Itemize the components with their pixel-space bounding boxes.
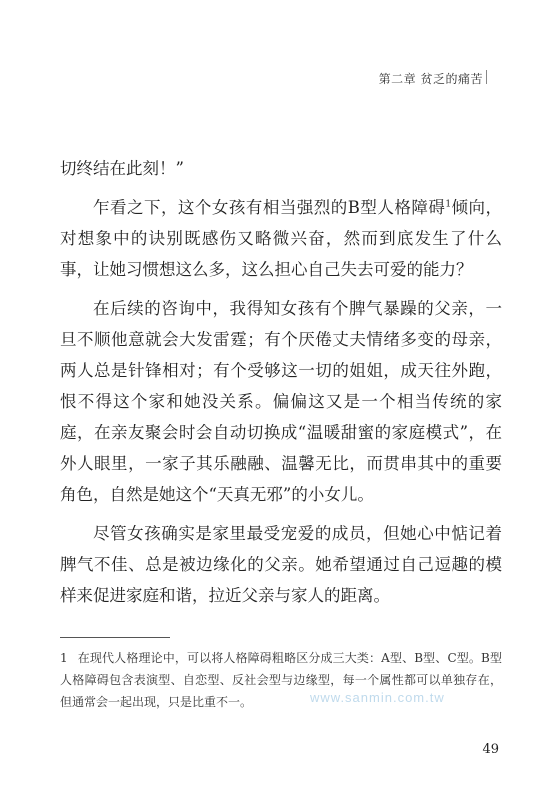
chapter-header: 第二章 贫乏的痛苦 <box>378 72 483 86</box>
watermark: www.sanmin.com.tw <box>310 690 445 705</box>
paragraph-2 <box>60 192 502 285</box>
footnote-divider <box>60 637 170 638</box>
header-divider <box>486 70 487 84</box>
paragraph-2-part-b: 倾向，对想象中的诀别既感伤又略微兴奋，然而到底发生了什么事，让她习惯想这么多，这么担心自己失去可爱的能力？ <box>60 198 502 279</box>
footnote-marker: 1 <box>445 199 452 210</box>
footnote-number: 1 <box>60 651 68 665</box>
page-number: 49 <box>482 742 499 757</box>
main-text <box>60 153 502 611</box>
paragraph-4: 尽管女孩确实是家里最受宠爱的成员，但她心中惦记着脾气不佳、总是被边缘化的父亲。她希望通过自己逗趣的模样来促进家庭和谐，拉近父亲与家人的距离。 <box>60 524 502 605</box>
footnote-text: 在现代人格理论中，可以将人格障碍粗略区分成三大类：A型、B型、C型。B型人格障碍包含表演型、自恋型、反社会型与边缘型，每一个属性都可以单独存在，但通常会一起出现，只是比重不一。 <box>60 651 502 709</box>
paragraph-3: 在后续的咨询中，我得知女孩有个脾气暴躁的父亲，一旦不顺他意就会大发雷霆；有个厌倦丈夫情绪多变的母亲，两人总是针锋相对；有个受够这一切的姐姐，成天往外跑，恨不得这个家和她没关系。偏偏这又是一个相当传统的家庭，在亲友聚会时会自动切换成“温暖甜蜜的家庭模式”，在外人眼里，一家子其乐融融、温馨无比，而贯串其中的重要角色，自然是她这个“天真无邪”的小女儿。 <box>60 299 502 504</box>
paragraph-1: 切终结在此刻！” <box>60 159 184 178</box>
paragraph-2-part-a: 乍看之下，这个女孩有相当强烈的B型人格障碍 <box>93 198 446 217</box>
